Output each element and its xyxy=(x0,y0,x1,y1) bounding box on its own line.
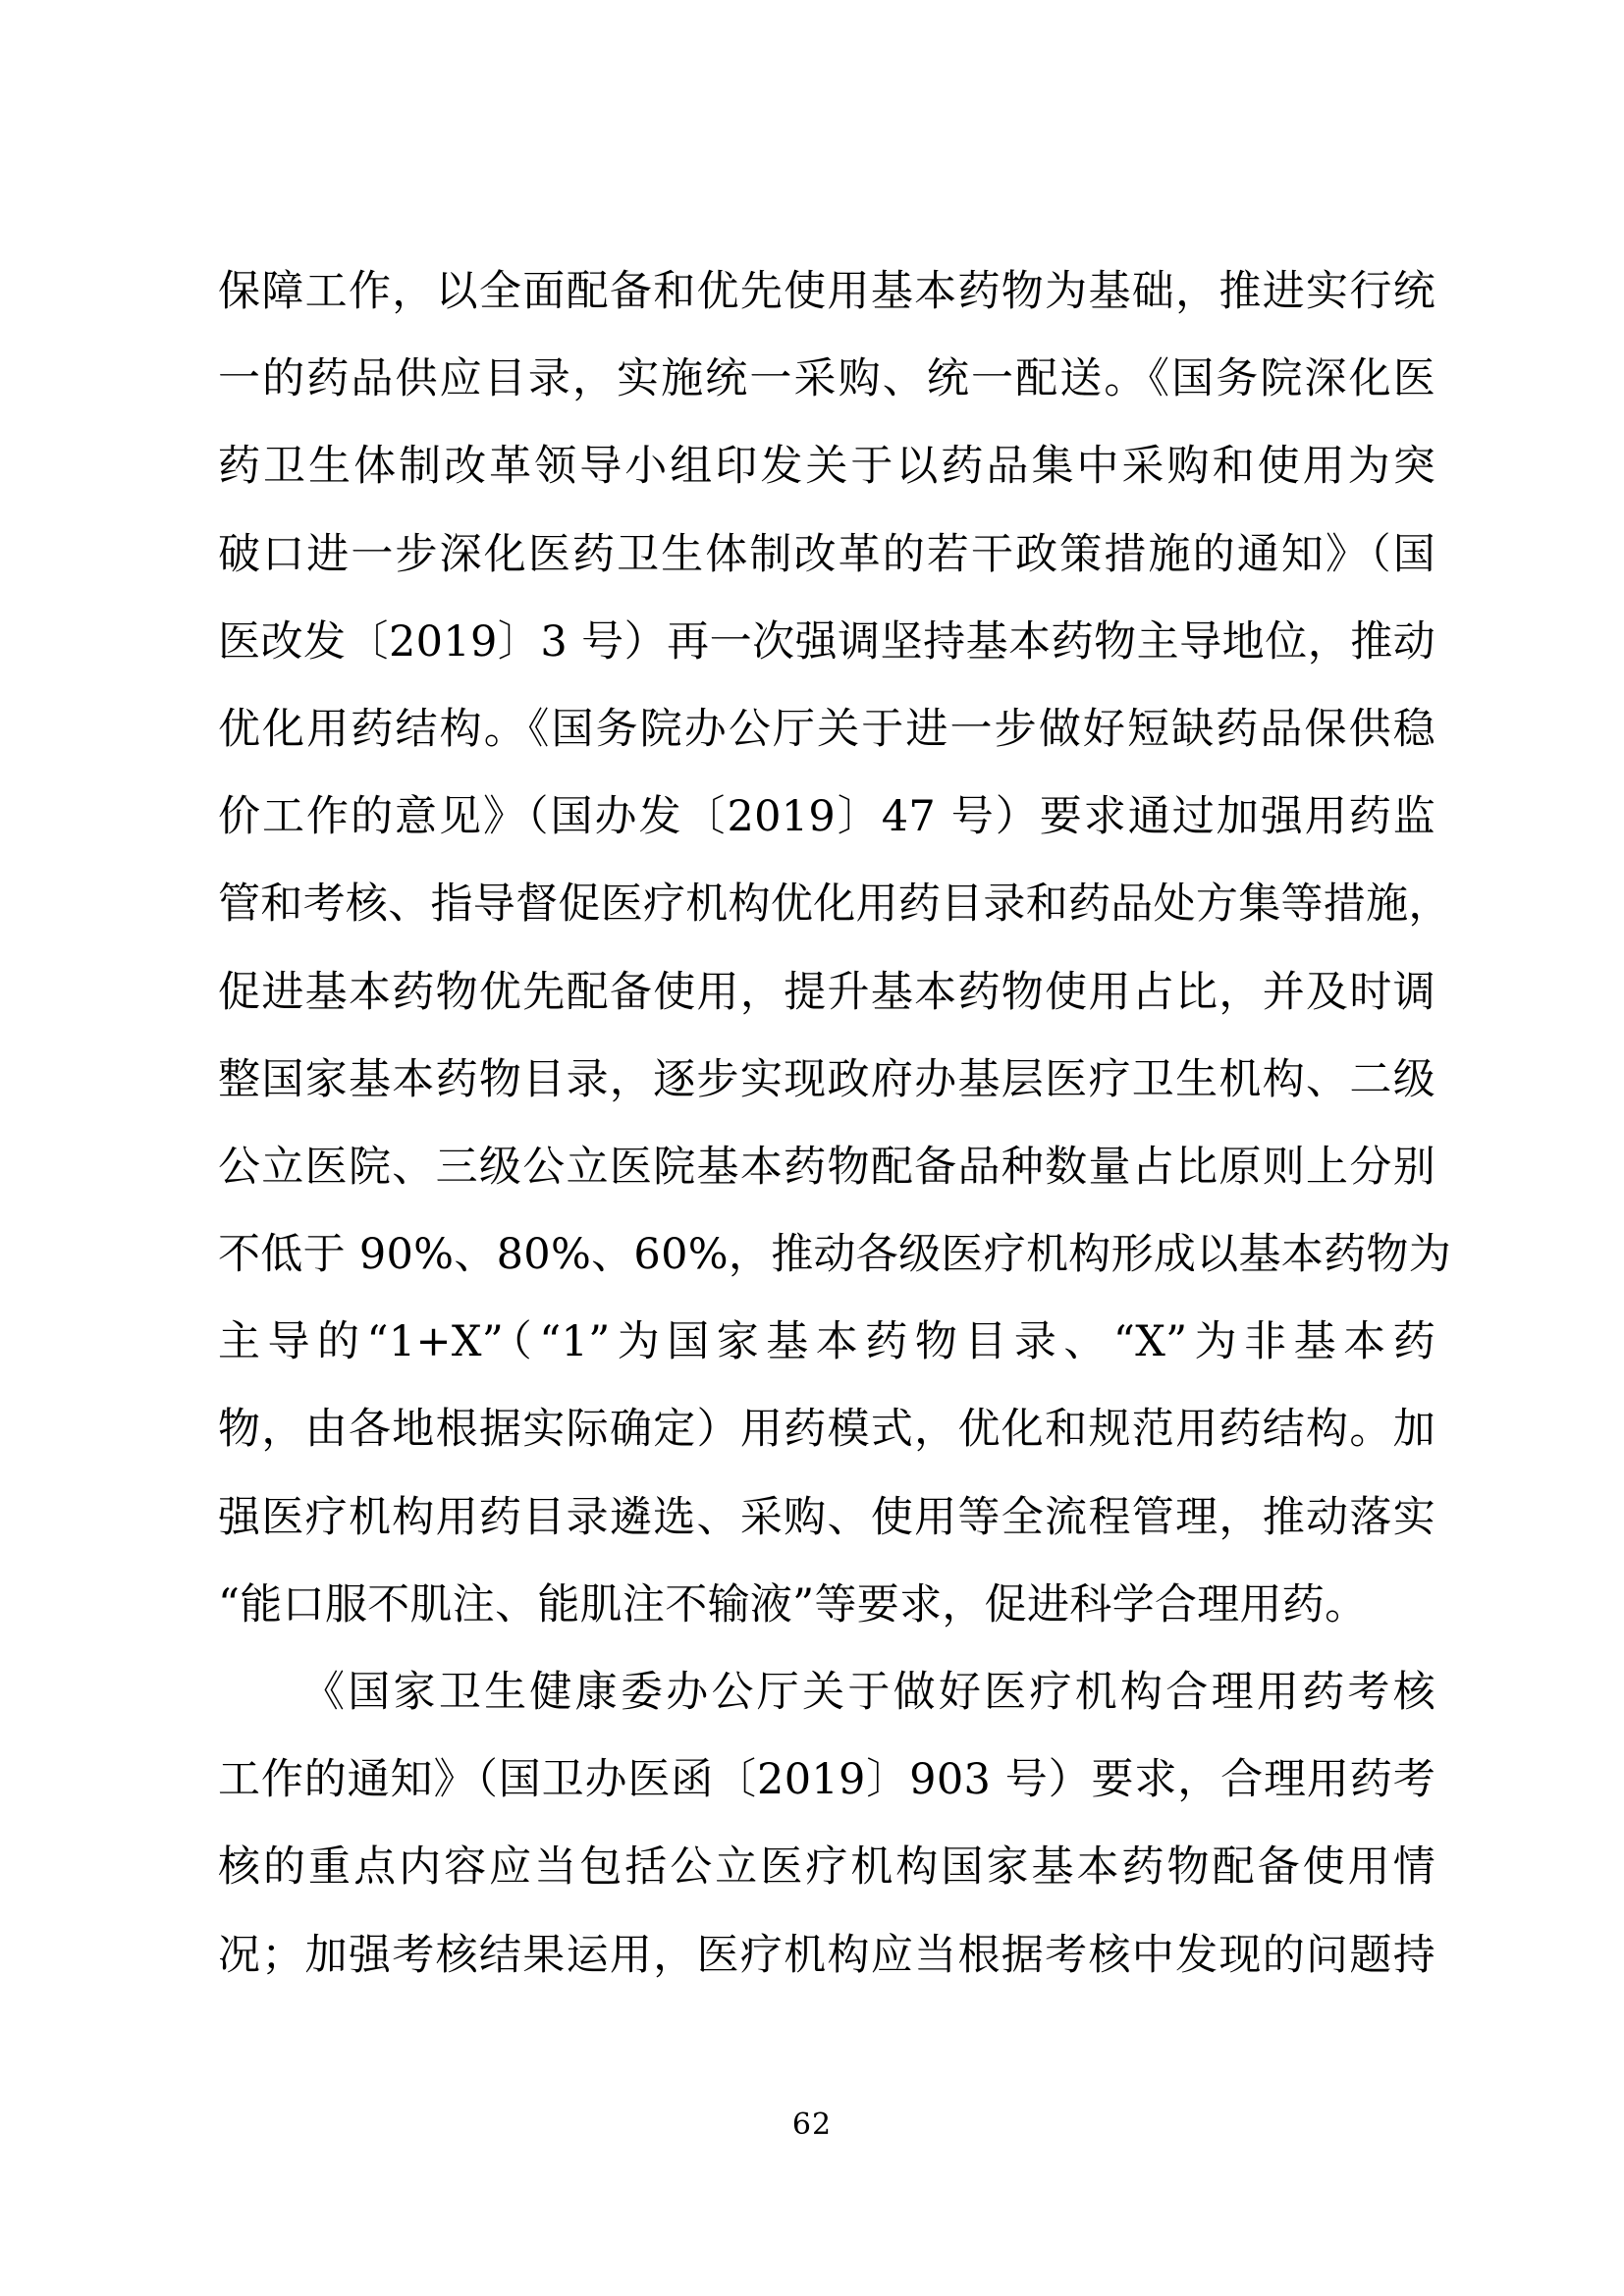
text-line: 管和考核、指导督促医疗机构优化用药目录和药品处方集等措施， xyxy=(218,880,1451,930)
text-line: 物，由各地根据实际确定）用药模式，优化和规范用药结构。加 xyxy=(218,1405,1435,1455)
text-line: 价工作的意见》（国办发〔2019〕47 号）要求通过加强用药监 xyxy=(218,792,1435,842)
text-line: 一的药品供应目录，实施统一采购、统一配送。《国务院深化医 xyxy=(218,354,1435,404)
text-line: 药卫生体制改革领导小组印发关于以药品集中采购和使用为突 xyxy=(218,442,1435,492)
paragraph-start-line: 《国家卫生健康委办公厅关于做好医疗机构合理用药考核 xyxy=(302,1668,1435,1717)
text-line: 公立医院、三级公立医院基本药物配备品种数量占比原则上分别 xyxy=(218,1142,1435,1192)
text-line: 不低于 90%、80%、60%，推动各级医疗机构形成以基本药物为 xyxy=(218,1230,1451,1280)
text-line: 强医疗机构用药目录遴选、采购、使用等全流程管理，推动落实 xyxy=(218,1492,1435,1542)
text-line: 整国家基本药物目录，逐步实现政府办基层医疗卫生机构、二级 xyxy=(218,1054,1435,1104)
text-line: 核的重点内容应当包括公立医疗机构国家基本药物配备使用情 xyxy=(218,1842,1435,1893)
text-line: 促进基本药物优先配备使用，提升基本药物使用占比，并及时调 xyxy=(218,967,1435,1017)
page-number: 62 xyxy=(791,2108,833,2142)
body-text xyxy=(218,248,1451,2000)
text-line: 医改发〔2019〕3 号）再一次强调坚持基本药物主导地位，推动 xyxy=(218,616,1435,667)
text-line: 破口进一步深化医药卫生体制改革的若干政策措施的通知》（国 xyxy=(218,529,1435,579)
text-line: 况；加强考核结果运用，医疗机构应当根据考核中发现的问题持 xyxy=(218,1930,1435,1980)
text-line: 工作的通知》（国卫办医函〔2019〕903 号）要求，合理用药考 xyxy=(218,1755,1435,1805)
paragraph-end-line: “能口服不肌注、能肌注不输液”等要求，促进科学合理用药。 xyxy=(218,1579,1368,1629)
text-line: 主导的“1+X”（“1”为国家基本药物目录、“X”为非基本药 xyxy=(218,1317,1435,1367)
text-line: 保障工作，以全面配备和优先使用基本药物为基础，推进实行统 xyxy=(218,267,1435,316)
text-line: 优化用药结构。《国务院办公厅关于进一步做好短缺药品保供稳 xyxy=(218,704,1435,754)
